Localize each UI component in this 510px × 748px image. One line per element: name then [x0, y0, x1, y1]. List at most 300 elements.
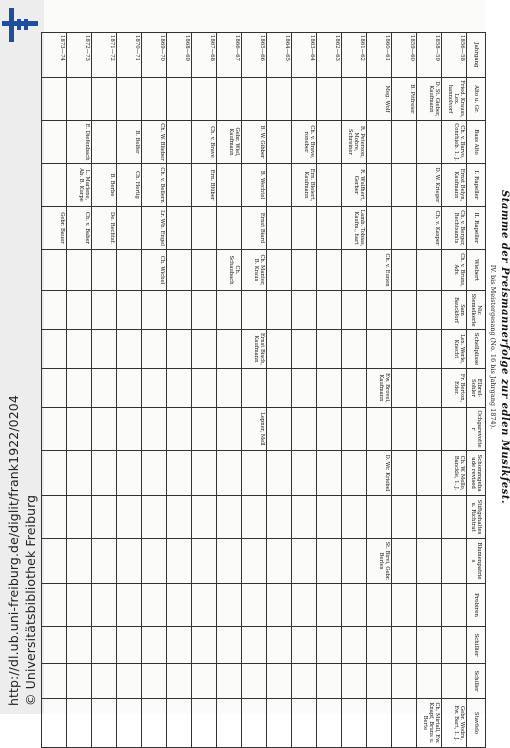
- table-cell: [92, 451, 117, 496]
- table-cell: [342, 539, 367, 584]
- table-cell: [317, 291, 342, 330]
- table-cell: [242, 584, 267, 627]
- table-cell: [392, 164, 417, 207]
- table-row: [267, 33, 292, 748]
- table-body: [42, 33, 467, 748]
- table-cell: [442, 627, 467, 664]
- table-cell: Ernst Belyn, Kaufmann: [442, 164, 467, 207]
- table-cell: [192, 664, 217, 699]
- table-cell: [67, 664, 92, 699]
- table-cell: Lepner, Mell: [242, 408, 267, 451]
- table-cell: [167, 664, 192, 699]
- table-cell: [67, 408, 92, 451]
- table-cell: [317, 627, 342, 664]
- table-cell: [117, 369, 142, 408]
- table-cell: [217, 699, 242, 748]
- table-cell: [267, 584, 292, 627]
- table-cell: [42, 121, 67, 164]
- table-cell: [67, 78, 92, 121]
- table-cell: [117, 451, 142, 496]
- table-cell: B. W. Gibber: [242, 121, 267, 164]
- table-cell: Gebr. Wodrs, Ew. Bart, 1. J.: [442, 699, 467, 748]
- table-cell: B. Wechtel: [242, 164, 267, 207]
- table-row: [217, 33, 242, 748]
- table-cell: D. W. Krieger: [417, 164, 442, 207]
- document-subtitle: IV. bis Meistergesang (No. 16 bis Jahrgang 1874).: [489, 264, 497, 430]
- table-cell: [67, 250, 92, 291]
- table-cell: D. St. Gieber, Kaufmann: [417, 78, 442, 121]
- table-cell: [367, 408, 392, 451]
- table-cell: St. Birvi, Gebr. Berles: [367, 539, 392, 584]
- table-cell: Ew. Brovel, Kaufmann: [367, 369, 392, 408]
- table-cell: [117, 250, 142, 291]
- table-cell: [42, 250, 67, 291]
- table-cell: Ernst Bisch, Kaufmann: [242, 330, 267, 369]
- table-cell: [67, 330, 92, 369]
- table-cell: Ern. Bleiert, Kaufmann: [292, 164, 317, 207]
- table-cell: [192, 291, 217, 330]
- table-cell: [117, 496, 142, 539]
- table-cell: [417, 496, 442, 539]
- table-cell: [67, 584, 92, 627]
- table-cell: [267, 164, 292, 207]
- table-cell: [367, 584, 392, 627]
- rotated-table-frame: [59, 32, 510, 744]
- table-cell: [442, 408, 467, 451]
- table-cell: [392, 121, 417, 164]
- table-cell: [192, 207, 217, 250]
- table-cell: Ch. Mirtall, Ew. Knapf, Bruns u. Berte: [417, 699, 442, 748]
- table-cell: [317, 699, 342, 748]
- table-cell: [417, 330, 442, 369]
- table-cell: D. Wr. Kriebel: [367, 451, 392, 496]
- table-cell: [292, 330, 317, 369]
- table-cell: [167, 369, 192, 408]
- table-cell: [317, 451, 342, 496]
- table-cell: [442, 539, 467, 584]
- table-cell: [142, 451, 167, 496]
- table-cell: [217, 369, 242, 408]
- table-cell: [117, 291, 142, 330]
- table-cell: [417, 369, 442, 408]
- table-cell: [92, 496, 117, 539]
- table-row: [42, 33, 67, 748]
- table-cell: R. Peterson, Mohre, Schreiner: [342, 121, 367, 164]
- table-cell: [367, 664, 392, 699]
- table-cell: [117, 627, 142, 664]
- table-cell: [342, 627, 367, 664]
- year-cell: 1869—70: [142, 33, 167, 78]
- table-cell: [92, 627, 117, 664]
- table-cell: Ern. Blüber: [192, 164, 217, 207]
- column-header: II. Rapeller: [467, 207, 486, 250]
- table-cell: [267, 369, 292, 408]
- column-header: Elbrel-Sohler: [467, 369, 486, 408]
- table-row: [417, 33, 442, 748]
- table-row: [167, 33, 192, 748]
- year-cell: 1856—58: [442, 33, 467, 78]
- table-cell: [42, 451, 67, 496]
- table-cell: [92, 369, 117, 408]
- table-cell: [217, 664, 242, 699]
- table-cell: [292, 78, 317, 121]
- table-cell: Ch. W. Mello, Banckle, 1. J.: [442, 451, 467, 496]
- table-cell: [267, 207, 292, 250]
- table-cell: [292, 699, 317, 748]
- table-cell: [292, 408, 317, 451]
- table-cell: [192, 330, 217, 369]
- column-header: Wiebert: [467, 250, 486, 291]
- table-cell: [342, 291, 367, 330]
- table-cell: [342, 250, 367, 291]
- table-cell: [242, 627, 267, 664]
- table-row: [292, 33, 317, 748]
- column-header: Bass Alto: [467, 121, 486, 164]
- table-cell: [217, 330, 242, 369]
- table-cell: [117, 330, 142, 369]
- table-cell: Ch. v. Kasper: [417, 207, 442, 250]
- year-cell: 1864—65: [267, 33, 292, 78]
- column-header: Schiller: [467, 664, 486, 699]
- table-cell: [317, 408, 342, 451]
- table-cell: [417, 539, 442, 584]
- table-cell: [92, 78, 117, 121]
- table-cell: [392, 330, 417, 369]
- table-cell: [392, 539, 417, 584]
- table-cell: [317, 584, 342, 627]
- table-cell: [167, 330, 192, 369]
- table-cell: [217, 207, 242, 250]
- table-cell: [67, 699, 92, 748]
- table-cell: [192, 451, 217, 496]
- table-cell: [142, 496, 167, 539]
- table-cell: [167, 164, 192, 207]
- table-cell: L. Marlene, Ab. B. Kurpe: [67, 164, 92, 207]
- table-cell: [217, 291, 242, 330]
- table-cell: Gebr. Bauer: [42, 207, 67, 250]
- table-cell: [267, 539, 292, 584]
- year-cell: 1859—60: [392, 33, 417, 78]
- table-row: [367, 33, 392, 748]
- table-cell: [392, 207, 417, 250]
- table-cell: Ch. Schaubach: [217, 250, 242, 291]
- table-cell: [342, 699, 367, 748]
- table-cell: [342, 369, 367, 408]
- table-cell: [392, 664, 417, 699]
- table-cell: [292, 451, 317, 496]
- table-cell: [342, 451, 367, 496]
- table-cell: [292, 207, 317, 250]
- table-cell: [292, 539, 317, 584]
- table-cell: [92, 408, 117, 451]
- table-cell: [42, 164, 67, 207]
- table-cell: [292, 291, 317, 330]
- table-cell: [417, 664, 442, 699]
- table-cell: [217, 408, 242, 451]
- column-header: Ochgarevotter: [467, 408, 486, 451]
- table-cell: [167, 496, 192, 539]
- scanned-page: [44, 0, 510, 744]
- table-cell: [342, 496, 367, 539]
- column-header: Schommgebaude revised: [467, 451, 486, 496]
- table-cell: [292, 584, 317, 627]
- year-cell: 1858—59: [417, 33, 442, 78]
- table-cell: [42, 627, 67, 664]
- viewer-sidebar: [0, 0, 44, 714]
- column-header: Schellplisse: [467, 330, 486, 369]
- document-title: Stamme der Preismannerfolge zur edlen Musikfest.: [499, 190, 510, 504]
- table-cell: [267, 121, 292, 164]
- members-table: [41, 32, 486, 748]
- year-cell: 1862—63: [317, 33, 342, 78]
- table-cell: [367, 207, 392, 250]
- table-cell: [417, 584, 442, 627]
- table-cell: Ch. W. Blieber: [142, 121, 167, 164]
- table-cell: [167, 584, 192, 627]
- table-cell: [267, 699, 292, 748]
- table-row: [242, 33, 267, 748]
- table-cell: [42, 539, 67, 584]
- table-cell: [292, 250, 317, 291]
- table-cell: [192, 627, 217, 664]
- year-cell: 1860—61: [367, 33, 392, 78]
- table-cell: [142, 584, 167, 627]
- table-cell: [317, 78, 342, 121]
- table-cell: [167, 78, 192, 121]
- year-cell: 1868—69: [167, 33, 192, 78]
- table-header-row: [467, 33, 486, 748]
- table-cell: [417, 451, 442, 496]
- table-cell: [217, 451, 242, 496]
- table-cell: Ch. v. Brave: [192, 121, 217, 164]
- table-cell: [367, 121, 392, 164]
- column-header: Alto u. Gr.: [467, 78, 486, 121]
- table-cell: [142, 408, 167, 451]
- credit-line: [0, 0, 44, 714]
- table-cell: [92, 664, 117, 699]
- table-cell: [267, 330, 292, 369]
- table-cell: Gebr. Wiel, Kaufmann: [217, 121, 242, 164]
- table-cell: [217, 164, 242, 207]
- table-cell: [392, 451, 417, 496]
- table-cell: [167, 207, 192, 250]
- table-cell: [242, 369, 267, 408]
- source-url[interactable]: http://dl.ub.uni-freiburg.de/diglit/frank1922/0204: [6, 395, 21, 706]
- year-cell: 1867—68: [192, 33, 217, 78]
- table-cell: [267, 291, 292, 330]
- table-cell: [367, 496, 392, 539]
- table-cell: B. Pitfreier: [392, 78, 417, 121]
- table-cell: [292, 627, 317, 664]
- table-cell: [92, 539, 117, 584]
- table-cell: [242, 451, 267, 496]
- table-cell: [242, 539, 267, 584]
- table-cell: [92, 699, 117, 748]
- table-row: [192, 33, 217, 748]
- table-cell: [417, 250, 442, 291]
- table-cell: [217, 584, 242, 627]
- table-cell: [392, 408, 417, 451]
- table-cell: [192, 78, 217, 121]
- table-cell: [342, 78, 367, 121]
- table-cell: [117, 78, 142, 121]
- table-cell: [242, 664, 267, 699]
- table-cell: Ernst Biard: [242, 207, 267, 250]
- table-cell: [267, 451, 292, 496]
- table-cell: Lamb. Tobias, Kaufm., hart: [342, 207, 367, 250]
- table-cell: [242, 699, 267, 748]
- table-cell: [42, 496, 67, 539]
- table-cell: [317, 164, 342, 207]
- table-cell: [317, 496, 342, 539]
- table-cell: [92, 250, 117, 291]
- year-cell: 1872—73: [67, 33, 92, 78]
- table-cell: Ch. Wichel: [142, 250, 167, 291]
- table-cell: [392, 250, 417, 291]
- table-cell: [292, 496, 317, 539]
- table-cell: [217, 496, 242, 539]
- column-header: I. Rapeller: [467, 164, 486, 207]
- table-cell: [167, 539, 192, 584]
- table-cell: Ch. v. Barvo, Conrhieb. 1. J.: [442, 121, 467, 164]
- table-cell: [92, 291, 117, 330]
- table-cell: [192, 539, 217, 584]
- table-cell: Ch. v. Eunen: [367, 250, 392, 291]
- table-cell: [342, 584, 367, 627]
- table-cell: [167, 250, 192, 291]
- table-cell: [217, 539, 242, 584]
- table-cell: [267, 78, 292, 121]
- table-cell: [167, 121, 192, 164]
- table-cell: [117, 408, 142, 451]
- table-cell: [267, 627, 292, 664]
- table-row: [342, 33, 367, 748]
- table-cell: [367, 330, 392, 369]
- year-cell: 1863—64: [292, 33, 317, 78]
- table-cell: [292, 664, 317, 699]
- table-cell: [442, 664, 467, 699]
- table-cell: [67, 496, 92, 539]
- year-cell: 1873—74: [42, 33, 67, 78]
- table-cell: [317, 369, 342, 408]
- column-header: Nic Stemelkerle: [467, 291, 486, 330]
- table-cell: [367, 291, 392, 330]
- table-cell: [92, 330, 117, 369]
- table-cell: [392, 496, 417, 539]
- table-cell: [67, 627, 92, 664]
- table-cell: [117, 207, 142, 250]
- table-cell: [417, 291, 442, 330]
- year-cell: 1861—62: [342, 33, 367, 78]
- table-cell: [67, 451, 92, 496]
- table-cell: [167, 627, 192, 664]
- table-cell: E. Diefenbach: [67, 121, 92, 164]
- table-cell: [142, 539, 167, 584]
- column-header: Schillier: [467, 627, 486, 664]
- table-cell: R. Wulfhert, Gerber: [342, 164, 367, 207]
- table-cell: Ch. v. Baber: [67, 207, 92, 250]
- table-cell: [442, 584, 467, 627]
- table-cell: [367, 164, 392, 207]
- table-cell: Ch. v. Brave, roneber: [292, 121, 317, 164]
- table-cell: De. Rechtsf.: [92, 207, 117, 250]
- table-cell: [142, 78, 167, 121]
- table-cell: [67, 291, 92, 330]
- table-cell: [267, 250, 292, 291]
- table-cell: [192, 408, 217, 451]
- table-cell: [142, 291, 167, 330]
- table-cell: [67, 539, 92, 584]
- table-cell: [42, 699, 67, 748]
- table-cell: Fried. Krauss, Lex. hannolvorf: [442, 78, 467, 121]
- year-cell: 1870—71: [117, 33, 142, 78]
- table-cell: Ch. v. Berger, Rechtsamts: [442, 207, 467, 250]
- table-cell: [342, 330, 367, 369]
- table-cell: [317, 539, 342, 584]
- table-row: [92, 33, 117, 748]
- table-cell: Meg. Wolf: [367, 78, 392, 121]
- table-cell: B. Berbe: [92, 164, 117, 207]
- table-cell: [242, 291, 267, 330]
- table-cell: [342, 408, 367, 451]
- table-cell: [442, 496, 467, 539]
- column-header: Stavfelo: [467, 699, 486, 748]
- table-cell: [117, 584, 142, 627]
- table-cell: [242, 496, 267, 539]
- table-cell: [117, 539, 142, 584]
- table-cell: [117, 699, 142, 748]
- table-cell: Ch. Hertig: [117, 164, 142, 207]
- table-cell: [42, 330, 67, 369]
- table-cell: [42, 78, 67, 121]
- table-row: [117, 33, 142, 748]
- table-cell: [267, 408, 292, 451]
- table-cell: [92, 121, 117, 164]
- table-cell: [367, 627, 392, 664]
- table-row: [317, 33, 342, 748]
- table-cell: Ch. v. Bellern: [142, 164, 167, 207]
- table-cell: [342, 664, 367, 699]
- column-header: Probiren: [467, 584, 486, 627]
- table-cell: Ch. v. Bruns, Adv.: [442, 250, 467, 291]
- table-cell: Sam Bauckforf: [442, 291, 467, 330]
- table-cell: [42, 291, 67, 330]
- table-cell: [392, 584, 417, 627]
- table-cell: [42, 369, 67, 408]
- table-cell: [142, 699, 167, 748]
- table-cell: [142, 627, 167, 664]
- table-cell: [192, 369, 217, 408]
- table-row: [142, 33, 167, 748]
- table-cell: [142, 664, 167, 699]
- column-header: Stiftgehaltes u. Richtrat: [467, 496, 486, 539]
- table-cell: [192, 584, 217, 627]
- table-cell: [167, 699, 192, 748]
- table-cell: [392, 699, 417, 748]
- table-row: [442, 33, 467, 748]
- table-cell: Fr. Berton, Eder.: [442, 369, 467, 408]
- table-cell: [67, 369, 92, 408]
- table-cell: [317, 207, 342, 250]
- table-cell: [192, 250, 217, 291]
- table-cell: [117, 664, 142, 699]
- table-cell: [317, 664, 342, 699]
- table-cell: Ch. Manter, B. Kraus: [242, 250, 267, 291]
- year-cell: 1871—72: [92, 33, 117, 78]
- year-cell: 1866—67: [217, 33, 242, 78]
- table-cell: [92, 584, 117, 627]
- table-cell: [392, 369, 417, 408]
